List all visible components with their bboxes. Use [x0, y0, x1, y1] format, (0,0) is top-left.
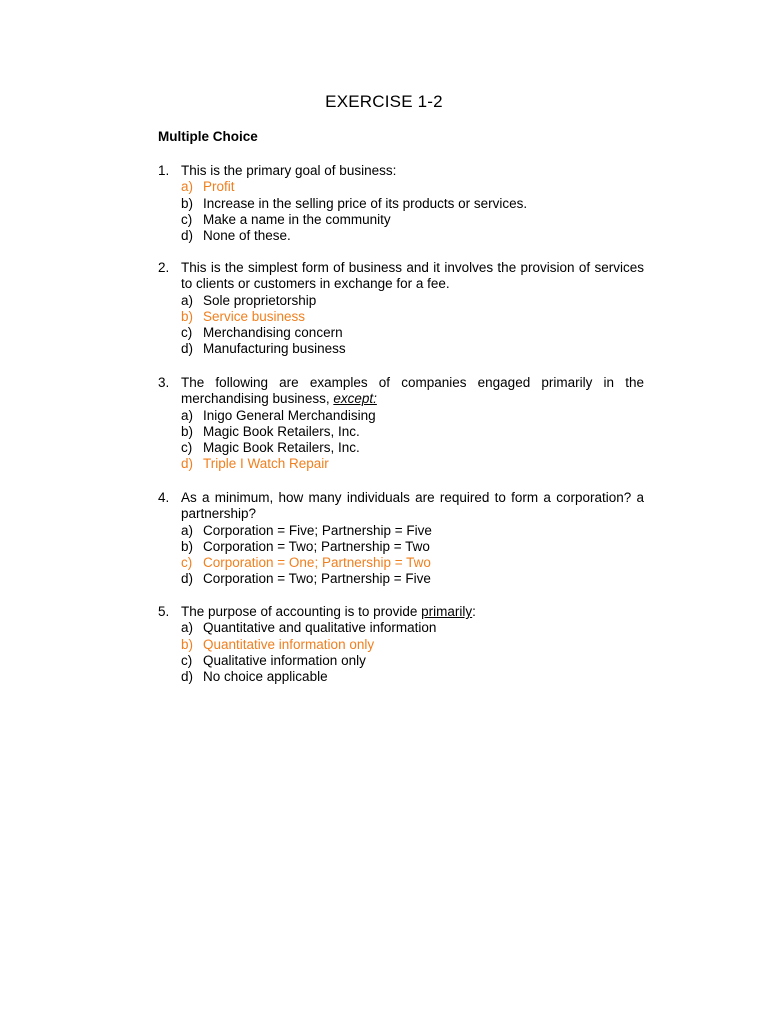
option-letter: c) — [181, 211, 193, 227]
option-text: Magic Book Retailers, Inc. — [203, 423, 360, 439]
question-text-main: This is the simplest form of business and it involves the provision of services to clients or customers in exchange for a fee. — [181, 260, 644, 292]
page-title: EXERCISE 1-2 — [325, 92, 443, 111]
option-text: Increase in the selling price of its products or services. — [203, 195, 528, 211]
question-text — [181, 490, 644, 523]
option-letter: b) — [181, 423, 194, 439]
question-text — [181, 260, 644, 293]
question-number: 4. — [158, 490, 170, 505]
option-letter: a) — [181, 292, 194, 308]
option-b[interactable] — [181, 424, 644, 440]
option-text: No choice applicable — [203, 669, 328, 685]
option-letter: c) — [181, 440, 193, 456]
option-c[interactable] — [181, 440, 644, 456]
option-text: Corporation = Two; Partnership = Two — [203, 538, 430, 554]
question-2 — [158, 260, 644, 358]
option-a[interactable] — [181, 523, 644, 539]
question-number: 3. — [158, 375, 170, 390]
option-c[interactable] — [181, 212, 644, 228]
option-c[interactable] — [181, 555, 644, 571]
option-b[interactable] — [181, 539, 644, 555]
option-d[interactable] — [181, 669, 644, 685]
option-text: Qualitative information only — [203, 652, 366, 668]
option-text: Corporation = One; Partnership = Two — [203, 555, 431, 571]
question-1 — [158, 163, 644, 244]
question-text-main: This is the primary goal of business: — [181, 163, 397, 178]
question-text — [181, 375, 644, 408]
option-a[interactable] — [181, 620, 644, 636]
option-letter: a) — [181, 179, 194, 195]
option-a[interactable] — [181, 408, 644, 424]
option-letter: a) — [181, 620, 194, 636]
option-text: Manufacturing business — [203, 341, 346, 357]
option-text: Quantitative information only — [203, 636, 375, 652]
option-c[interactable] — [181, 653, 644, 669]
option-letter: b) — [181, 308, 194, 324]
option-letter: a) — [181, 522, 194, 538]
option-letter: d) — [181, 456, 194, 472]
option-list — [181, 620, 644, 685]
question-number: 5. — [158, 604, 170, 619]
option-b[interactable] — [181, 196, 644, 212]
option-letter: b) — [181, 195, 194, 211]
option-text: Merchandising concern — [203, 325, 343, 341]
option-d[interactable] — [181, 228, 644, 244]
question-text — [181, 604, 644, 620]
option-b[interactable] — [181, 309, 644, 325]
option-d[interactable] — [181, 341, 644, 357]
question-4 — [158, 490, 644, 588]
option-text: Sole proprietorship — [203, 292, 317, 308]
option-a[interactable] — [181, 293, 644, 309]
option-text: Triple I Watch Repair — [203, 456, 329, 472]
option-letter: d) — [181, 669, 194, 685]
option-letter: b) — [181, 636, 194, 652]
option-a[interactable] — [181, 179, 644, 195]
option-text: None of these. — [203, 228, 291, 244]
option-text: Corporation = Two; Partnership = Five — [203, 571, 431, 587]
question-number: 1. — [158, 163, 170, 178]
question-text-main: The purpose of accounting is to provide — [181, 604, 422, 619]
option-list — [181, 293, 644, 358]
option-c[interactable] — [181, 325, 644, 341]
question-text-main: The following are examples of companies engaged primarily in the merchandising business, — [181, 375, 644, 407]
question-5 — [158, 604, 644, 685]
question-emphasis: primarily — [421, 604, 473, 619]
option-b[interactable] — [181, 637, 644, 653]
option-letter: c) — [181, 325, 193, 341]
option-list — [181, 523, 644, 588]
option-text: Quantitative and qualitative information — [203, 620, 437, 636]
option-letter: d) — [181, 228, 194, 244]
option-text: Corporation = Five; Partnership = Five — [203, 522, 432, 538]
option-letter: a) — [181, 407, 194, 423]
option-list — [181, 408, 644, 473]
option-text: Inigo General Merchandising — [203, 407, 376, 423]
question-3 — [158, 375, 644, 473]
option-letter: b) — [181, 538, 194, 554]
option-letter: c) — [181, 652, 193, 668]
option-letter: d) — [181, 341, 194, 357]
option-letter: d) — [181, 571, 194, 587]
question-emphasis: except: — [333, 391, 377, 407]
option-text: Make a name in the community — [203, 211, 391, 227]
question-text-main: As a minimum, how many individuals are required to form a corporation? a partnership? — [181, 490, 644, 522]
option-d[interactable] — [181, 456, 644, 472]
section-subtitle: Multiple Choice — [158, 129, 258, 144]
option-d[interactable] — [181, 571, 644, 587]
option-text: Profit — [203, 179, 235, 195]
option-text: Magic Book Retailers, Inc. — [203, 440, 360, 456]
question-number: 2. — [158, 260, 170, 275]
option-letter: c) — [181, 555, 193, 571]
question-text-end: : — [472, 604, 476, 619]
question-text — [181, 163, 644, 179]
option-list — [181, 179, 644, 244]
option-text: Service business — [203, 308, 306, 324]
